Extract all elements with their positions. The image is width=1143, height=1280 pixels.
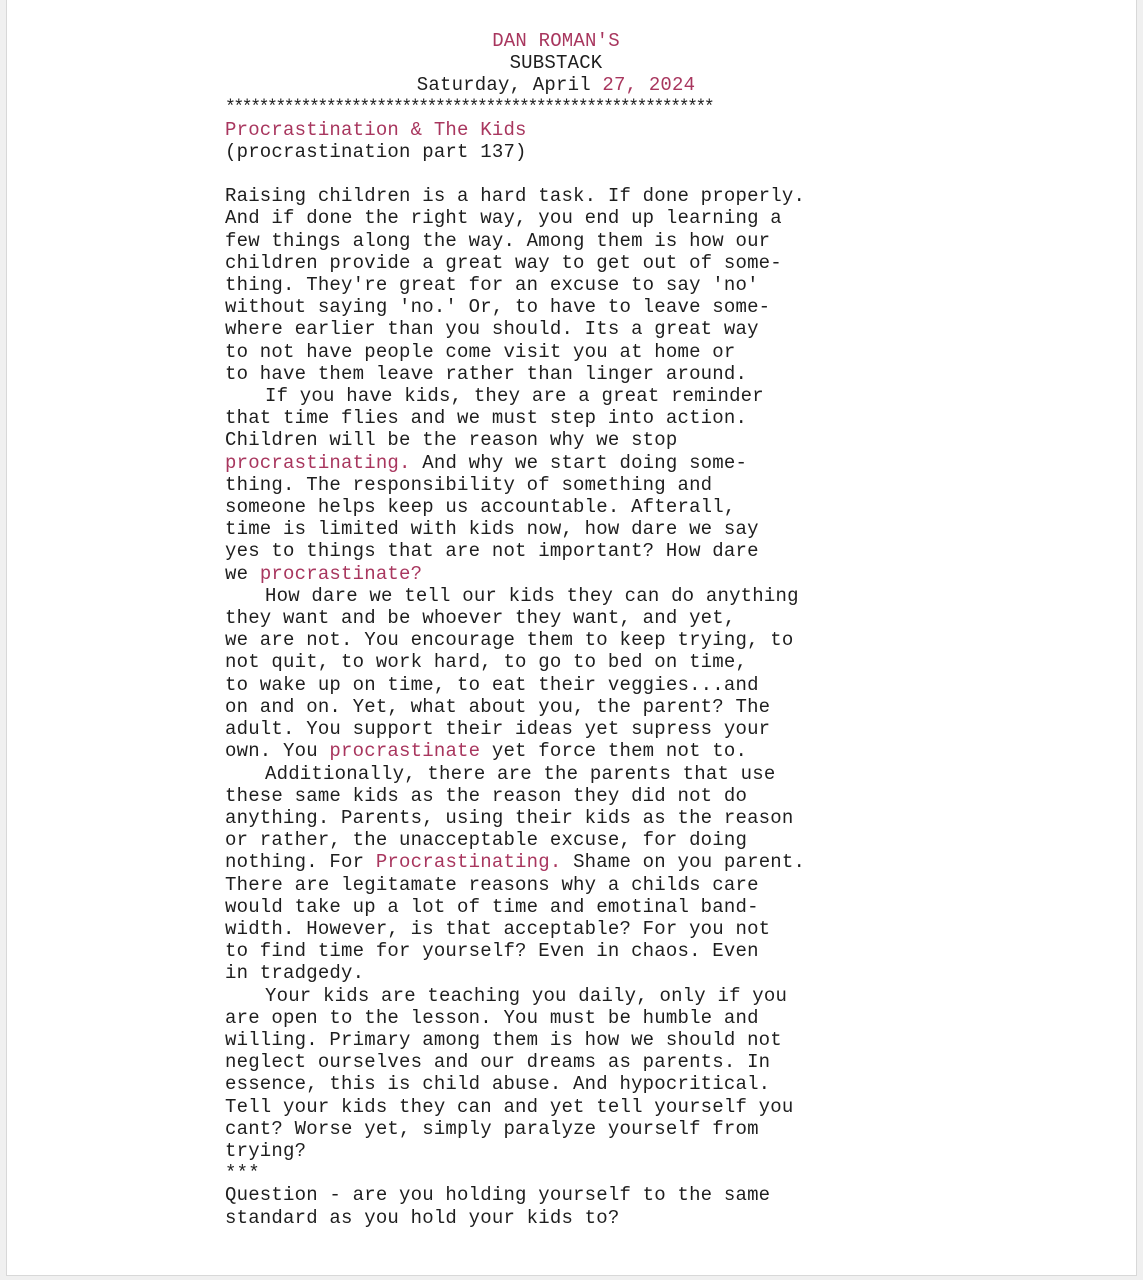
text-line bbox=[225, 851, 905, 873]
paragraph-4 bbox=[225, 763, 905, 985]
text-line: they want and be whoever they want, and yet, bbox=[225, 607, 736, 630]
section-separator: *** bbox=[225, 1162, 260, 1185]
text-line: Additionally, there are the parents that use bbox=[265, 762, 776, 785]
text-segment: And why we start doing some- bbox=[410, 451, 748, 474]
closing-question bbox=[225, 1184, 905, 1228]
highlight-word: procrastinate? bbox=[259, 562, 423, 585]
text-segment: we bbox=[225, 562, 260, 585]
text-line: these same kids as the reason they did not do bbox=[225, 784, 748, 807]
text-line: adult. You support their ideas yet supress your bbox=[225, 718, 771, 741]
text-line: to wake up on time, to eat their veggies...and bbox=[225, 673, 759, 696]
highlight-word: procrastinating. bbox=[225, 451, 411, 474]
text-segment: own. You bbox=[225, 740, 330, 763]
paragraph-2 bbox=[225, 385, 905, 585]
text-line bbox=[225, 740, 905, 762]
text-line: willing. Primary among them is how we should not bbox=[225, 1028, 782, 1051]
asterisk-divider: ********************************************************** bbox=[225, 97, 713, 118]
paragraph-3 bbox=[225, 585, 905, 763]
date-day-year: 27, 2024 bbox=[602, 74, 696, 97]
article-subtitle: (procrastination part 137) bbox=[225, 141, 527, 164]
text-line: thing. They're great for an excuse to say 'no' bbox=[225, 274, 759, 297]
text-line: anything. Parents, using their kids as the reason bbox=[225, 806, 794, 829]
text-line: where earlier than you should. Its a great way bbox=[225, 318, 759, 341]
text-line: There are legitamate reasons why a childs care bbox=[225, 873, 759, 896]
text-segment: nothing. For bbox=[225, 851, 376, 874]
text-line: cant? Worse yet, simply paralyze yourself from bbox=[225, 1117, 759, 1140]
text-line: essence, this is child abuse. And hypocritical. bbox=[225, 1073, 771, 1096]
text-line: And if done the right way, you end up learning a bbox=[225, 207, 782, 230]
text-line: are open to the lesson. You must be humble and bbox=[225, 1006, 759, 1029]
text-line: without saying 'no.' Or, to have to leave some- bbox=[225, 296, 771, 319]
text-line: in tradgedy. bbox=[225, 962, 365, 985]
text-line: Question - are you holding yourself to the same bbox=[225, 1184, 771, 1207]
publish-date bbox=[225, 74, 887, 96]
text-line: Tell your kids they can and yet tell yourself you bbox=[225, 1095, 794, 1118]
text-line: to find time for yourself? Even in chaos. Even bbox=[225, 940, 759, 963]
text-segment: yet force them not to. bbox=[480, 740, 748, 763]
author-line: DAN ROMAN'S bbox=[492, 30, 620, 52]
masthead bbox=[225, 30, 887, 97]
text-line: someone helps keep us accountable. Afterall, bbox=[225, 496, 736, 519]
text-line: to have them leave rather than linger around. bbox=[225, 362, 748, 385]
text-line: neglect ourselves and our dreams as parents. In bbox=[225, 1051, 771, 1074]
text-line: standard as you hold your kids to? bbox=[225, 1206, 620, 1229]
text-line: Your kids are teaching you daily, only if you bbox=[265, 984, 788, 1007]
date-prefix: Saturday, April bbox=[416, 74, 603, 97]
text-line: we are not. You encourage them to keep trying, to bbox=[225, 629, 794, 652]
text-line: If you have kids, they are a great reminder bbox=[265, 385, 764, 408]
text-line: would take up a lot of time and emotinal band- bbox=[225, 895, 759, 918]
typewritten-page bbox=[6, 0, 1137, 1276]
text-line: children provide a great way to get out of some- bbox=[225, 251, 782, 274]
text-line: width. However, is that acceptable? For you not bbox=[225, 917, 771, 940]
highlight-word: Procrastinating. bbox=[375, 851, 562, 874]
text-line: that time flies and we must step into action. bbox=[225, 407, 748, 430]
text-line: trying? bbox=[225, 1139, 307, 1162]
article-sheet bbox=[225, 30, 905, 1229]
text-line: time is limited with kids now, how dare we say bbox=[225, 518, 759, 541]
text-line: How dare we tell our kids they can do anything bbox=[265, 584, 799, 607]
text-segment: Shame on you parent. bbox=[561, 851, 806, 874]
spacer bbox=[225, 163, 905, 185]
text-line: on and on. Yet, what about you, the parent? The bbox=[225, 695, 771, 718]
text-line bbox=[225, 452, 905, 474]
paragraph-5 bbox=[225, 985, 905, 1163]
text-line: to not have people come visit you at home or bbox=[225, 340, 736, 363]
text-line: yes to things that are not important? How dare bbox=[225, 540, 759, 563]
highlight-word: procrastinate bbox=[329, 740, 481, 763]
text-line: or rather, the unacceptable excuse, for doing bbox=[225, 829, 748, 852]
text-line: Raising children is a hard task. If done properly. bbox=[225, 185, 806, 208]
text-line: not quit, to work hard, to go to bed on time, bbox=[225, 651, 748, 674]
publication-name: SUBSTACK bbox=[509, 52, 603, 75]
text-line bbox=[225, 563, 905, 585]
article-title: Procrastination & The Kids bbox=[225, 118, 527, 141]
text-line: thing. The responsibility of something and bbox=[225, 473, 713, 496]
text-line: few things along the way. Among them is how our bbox=[225, 229, 771, 252]
text-line: Children will be the reason why we stop bbox=[225, 429, 678, 452]
paragraph-1 bbox=[225, 185, 905, 385]
